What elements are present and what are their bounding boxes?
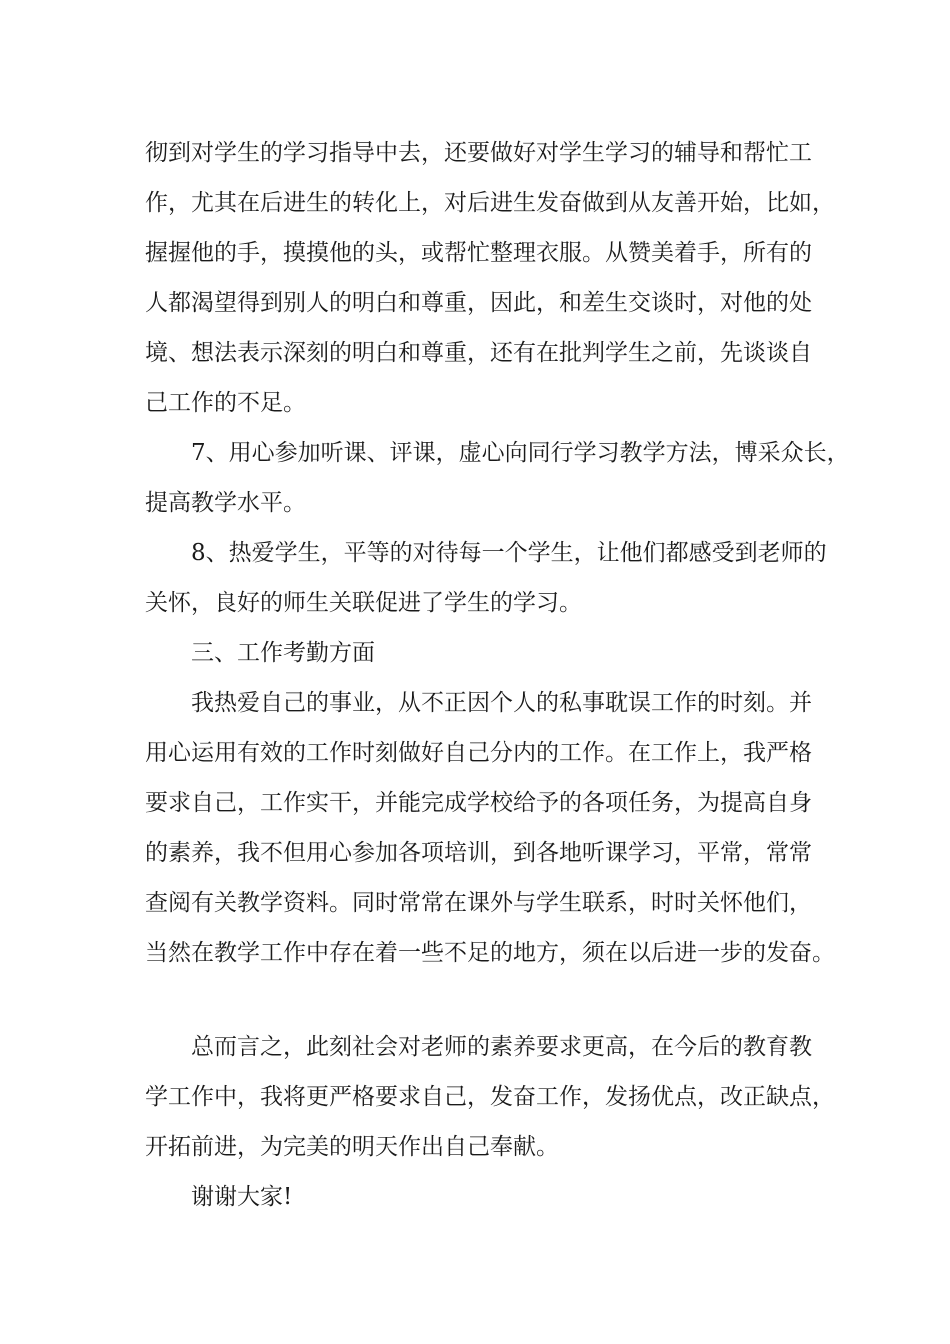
text-line: 当然在教学工作中存在着一些不足的地方，须在以后进一步的发奋。	[145, 940, 835, 966]
paragraph-teaching-guidance	[145, 128, 835, 428]
text-line: 我热爱自己的事业，从不正因个人的私事耽误工作的时刻。并	[191, 690, 812, 716]
text-line: 境、想法表示深刻的明白和尊重，还有在批判学生之前，先谈谈自	[145, 340, 812, 366]
paragraph-spacer	[145, 978, 825, 1022]
text-line: 的素养，我不但用心参加各项培训，到各地听课学习，平常，常常	[145, 840, 812, 866]
paragraph-conclusion	[145, 1022, 835, 1172]
text-line: 彻到对学生的学习指导中去，还要做好对学生学习的辅导和帮忙工	[145, 140, 812, 166]
text-line: 查阅有关教学资料。同时常常在课外与学生联系，时时关怀他们，	[145, 890, 812, 916]
list-item-8	[145, 528, 825, 628]
text-line: 作，尤其在后进生的转化上，对后进生发奋做到从友善开始，比如，	[145, 190, 835, 216]
text-line: 总而言之，此刻社会对老师的素养要求更高，在今后的教育教	[191, 1034, 812, 1060]
text-line: 要求自己，工作实干，并能完成学校给予的各项任务，为提高自身	[145, 790, 812, 816]
text-line: 学工作中，我将更严格要求自己，发奋工作，发扬优点，改正缺点，	[145, 1084, 835, 1110]
text-line: 8、热爱学生，平等的对待每一个学生，让他们都感受到老师的	[191, 540, 827, 566]
text-line: 提高教学水平。	[145, 490, 306, 516]
paragraph-attendance	[145, 678, 835, 978]
text-line: 握握他的手，摸摸他的头，或帮忙整理衣服。从赞美着手，所有的	[145, 240, 812, 266]
text-line: 7、用心参加听课、评课，虚心向同行学习教学方法，博采众长，	[191, 440, 850, 466]
text-line: 关怀，良好的师生关联促进了学生的学习。	[145, 590, 582, 616]
text-line: 己工作的不足。	[145, 390, 306, 416]
list-item-7	[145, 428, 850, 528]
closing-remark: 谢谢大家!	[191, 1184, 293, 1210]
section-heading: 三、工作考勤方面	[191, 640, 375, 666]
text-line: 用心运用有效的工作时刻做好自己分内的工作。在工作上，我严格	[145, 740, 812, 766]
text-line: 人都渴望得到别人的明白和尊重，因此，和差生交谈时，对他的处	[145, 290, 812, 316]
document-body	[145, 128, 850, 1222]
text-line: 开拓前进，为完美的明天作出自己奉献。	[145, 1134, 559, 1160]
